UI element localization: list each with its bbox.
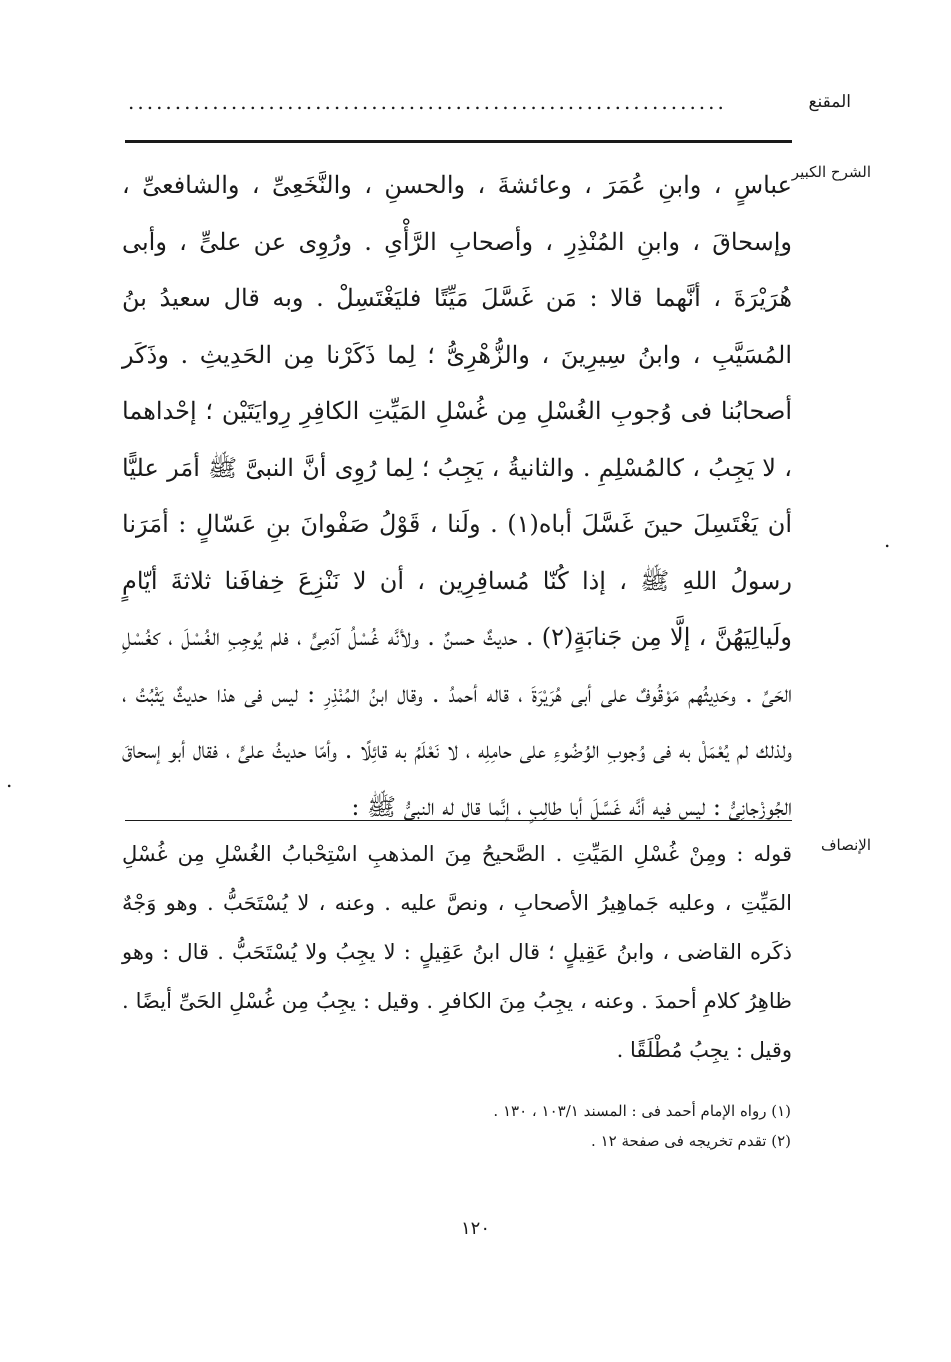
book-title: المقنع — [808, 92, 851, 112]
header-rule — [125, 140, 792, 143]
insaf-commentary-text: قوله : ومِنْ غُسْلِ المَيِّتِ . الصَّحيحُ مِنَ المذهبِ اسْتِحْبابُ الغُسْلِ مِن غُسْلِ المَيِّتِ ، وعليه جَماهِيرُ الأصحابِ ، ونصَّ عليه . وعنه ، لا يُسْتَحَبُّ . وهو وَجْهٌ ذكَره القاضى ، وابنُ عَقِيلٍ ؛ قال ابنُ عَقِيلٍ : لا يجِبُ ولا يُسْتَحَبُّ . قال : وهو ظاهِرُ كلامِ أحمدَ . وعنه ، يجِبُ مِنَ الكافرِ . وقيل : يجِبُ مِن غُسْلِ الحَىِّ أيضًا . وقيل : يجِبُ مُطْلَقًا . — [122, 842, 792, 1062]
main-commentary — [122, 157, 792, 835]
page-number: ١٢٠ — [460, 1218, 490, 1239]
margin-dot-left: . — [6, 768, 13, 792]
footnote-1: (١) رواه الإمام أحمد فى : المسند ١٠٣/١ ، ١٣٠ . — [493, 1102, 791, 1120]
main-section-label: الشرح الكبير — [791, 163, 871, 181]
insaf-commentary — [122, 830, 792, 1075]
footnote-2: (٢) تقدم تخريجه فى صفحة ١٢ . — [591, 1132, 791, 1150]
footnotes — [291, 1096, 791, 1156]
main-commentary-text: عباسٍ ، وابنِ عُمَرَ ، وعائشةَ ، والحسنِ ، والنَّخَعِىِّ ، والشافعىِّ ، وإسحاقَ ، وابنِ المُنْذِرِ ، وأصحابِ الرَّأْىِ . ورُوِى عن علىٍّ ، وأبى هُرَيْرَةَ ، أنَّهما قالا : مَن غَسَّلَ مَيِّتًا فليَغْتَسِلْ . وبه قال سعيدُ بنُ المُسَيَّبِ ، وابنُ سِيرِينَ ، والزُّهْرِىُّ ؛ لِما ذَكَرْنا مِن الحَدِيثِ . وذَكَر أصحابُنا فى وُجوبِ الغُسْلِ مِن غُسْلِ المَيِّتِ الكافِرِ رِوايَتَيْن ؛ إحْداهما ، لا يَجِبُ ، كالمُسْلِمِ . والثانيةُ ، يَجِبُ ؛ لِما رُوِى أنَّ النبىَّ ﷺ أمَر عليًّا أن يَغْتَسِلَ حينَ غَسَّلَ أباه(١) . ولَنا ، قَوْلُ صَفْوانَ بنِ عَسّالٍ : أمَرَنا رسولُ اللهِ ﷺ ، إذا كُنّا مُسافِرِين ، أن لا نَنْزِعَ خِفافَنا ثلاثةَ أيّامٍ ولَيالِيَهُنَّ ، إلَّا مِن جَنابَةٍ(٢) . حديثٌ حسنٌ . ولأنَّه غُسْلُ آدَمِىٍّ ، فلم يُوجِبِ الغُسْلَ ، كغُسْلِ الحَىِّ . وحَدِيثُهم مَوْقُوفٌ على أبى هُرَيْرَةَ ، قاله أحمدُ . وقال ابنُ المُنْذِرِ : ليس فى هذا حديثٌ يَثْبُتُ ، ولذلك لم يُعْمَلْ به فى وُجوبِ الوُضُوءِ على حامِلِه ، لا نَعْلَمُ به قائِلًا . وأمّا حديثُ علىٍّ ، فقال أبو إسحاقَ الجُوزْجانِىُّ : ليس فيه أنَّه غَسَّلَ أبا طالِبٍ ، إنَّما قال له النبىُّ ﷺ : — [122, 171, 793, 821]
header-dotted-leader: ................................................................ — [128, 90, 727, 114]
insaf-section-label: الإنصاف — [820, 836, 871, 854]
section-divider — [125, 820, 792, 821]
margin-dot: . — [884, 528, 891, 552]
